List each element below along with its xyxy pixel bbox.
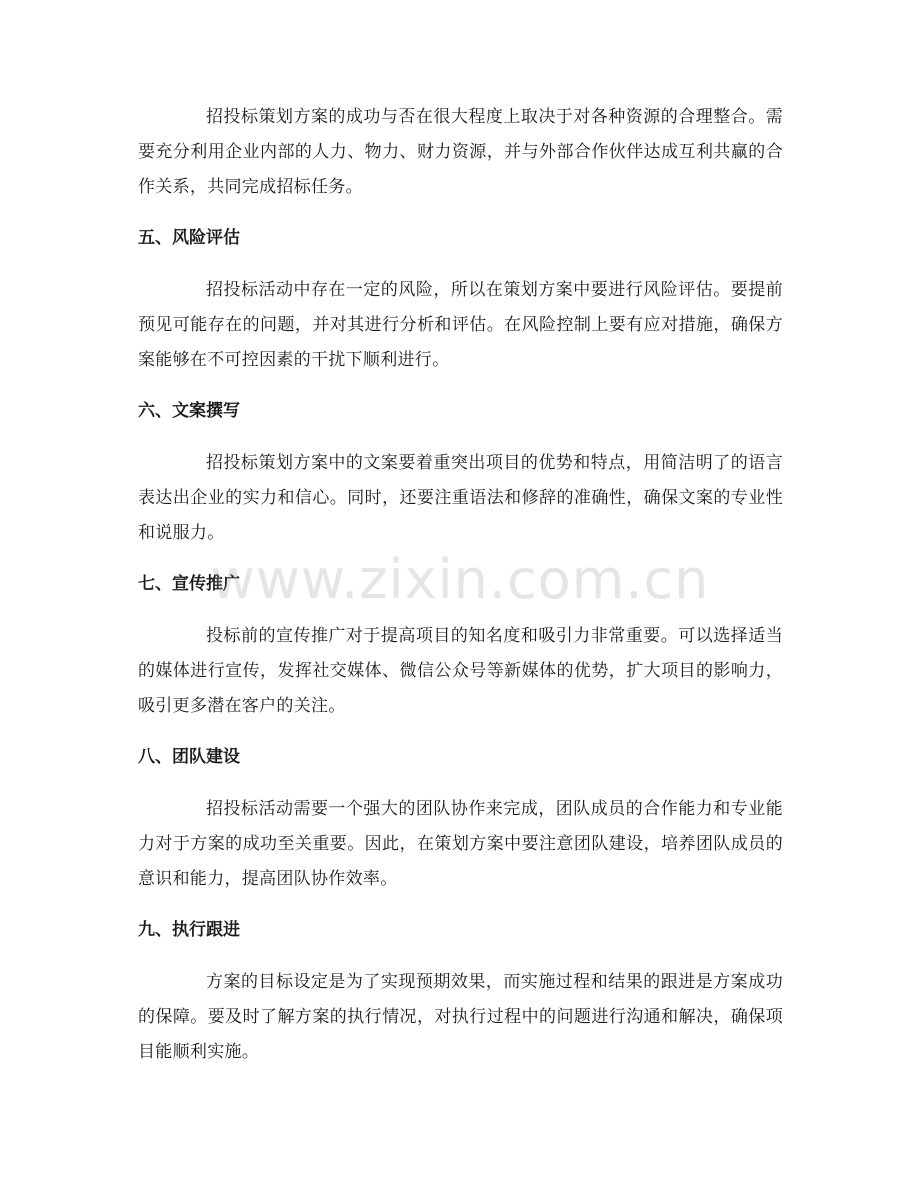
heading-promotion: 七、宣传推广 xyxy=(138,574,240,594)
paragraph-promotion: 投标前的宣传推广对于提高项目的知名度和吸引力非常重要。可以选择适当的媒体进行宣传，发挥社交媒体、微信公众号等新媒体的优势，扩大项目的影响力，吸引更多潜在客户的关注。 xyxy=(138,626,783,716)
paragraph-execution-follow-up: 方案的目标设定是为了实现预期效果，而实施过程和结果的跟进是方案成功的保障。要及时了解方案的执行情况，对执行过程中的问题进行沟通和解决，确保项目能顺利实施。 xyxy=(138,972,783,1062)
heading-risk-assessment: 五、风险评估 xyxy=(138,228,240,248)
heading-execution-follow-up: 九、执行跟进 xyxy=(138,920,240,940)
paragraph-copywriting: 招投标策划方案中的文案要着重突出项目的优势和特点，用简洁明了的语言表达出企业的实力和信心。同时，还要注重语法和修辞的准确性，确保文案的专业性和说服力。 xyxy=(138,453,783,543)
watermark-text: www.zixin.com.cn xyxy=(210,548,710,611)
heading-copywriting: 六、文案撰写 xyxy=(138,401,240,421)
document-body xyxy=(138,100,783,1070)
paragraph-resource-integration: 招投标策划方案的成功与否在很大程度上取决于对各种资源的合理整合。需要充分利用企业内部的人力、物力、财力资源，并与外部合作伙伴达成互利共赢的合作关系，共同完成招标任务。 xyxy=(138,107,783,197)
paragraph-risk-assessment: 招投标活动中存在一定的风险，所以在策划方案中要进行风险评估。要提前预见可能存在的问题，并对其进行分析和评估。在风险控制上要有应对措施，确保方案能够在不可控因素的干扰下顺利进行。 xyxy=(138,280,783,370)
heading-team-building: 八、团队建设 xyxy=(138,747,240,767)
paragraph-team-building: 招投标活动需要一个强大的团队协作来完成，团队成员的合作能力和专业能力对于方案的成功至关重要。因此，在策划方案中要注意团队建设，培养团队成员的意识和能力，提高团队协作效率。 xyxy=(138,799,783,889)
